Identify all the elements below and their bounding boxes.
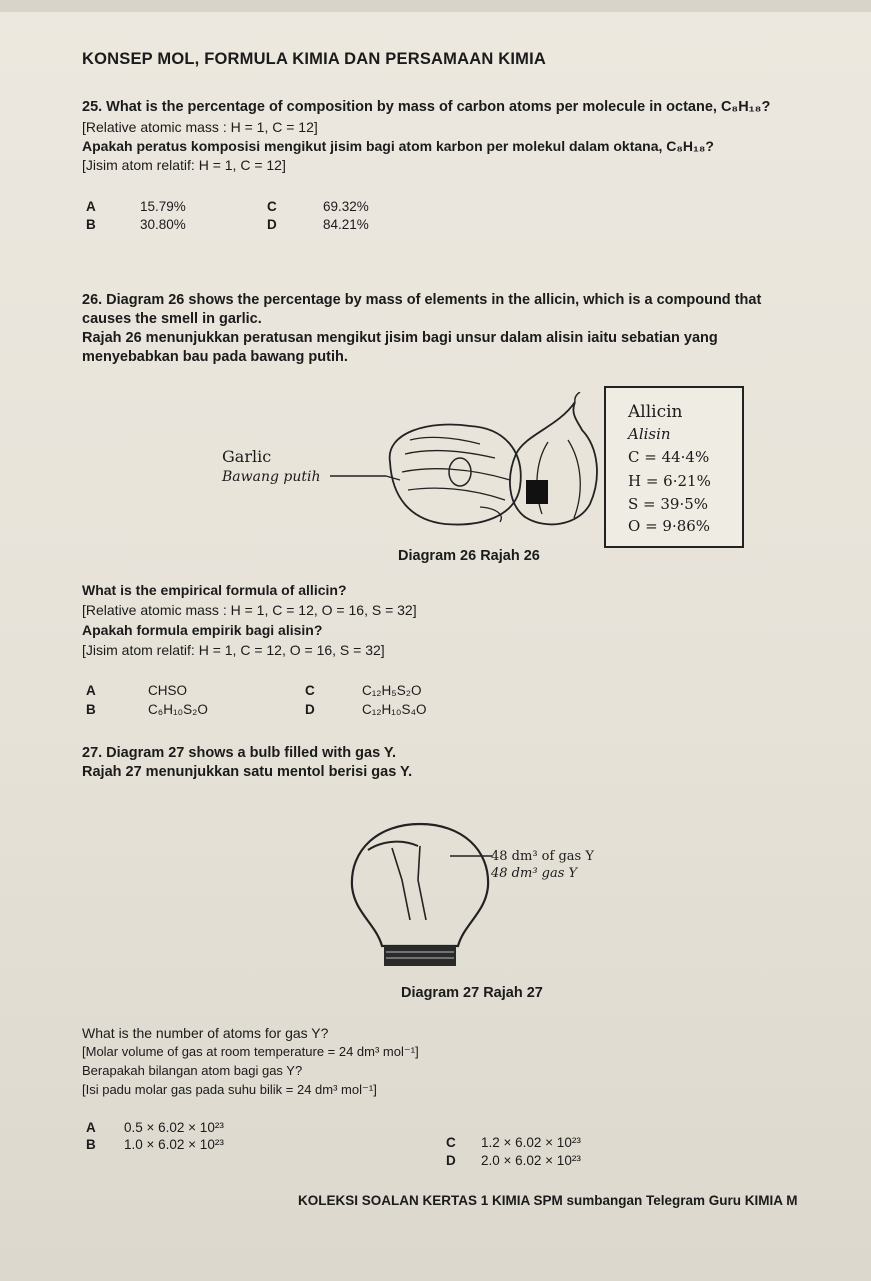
q27-question-ms: Berapakah bilangan atom bagi gas Y? <box>82 1063 303 1078</box>
q25-option-b-text: 30.80% <box>140 217 186 232</box>
garlic-cut-section <box>526 480 548 504</box>
q25-question-en: 25. What is the percentage of composition by mass of carbon atoms per molecule in octane, C₈H₁₈? <box>82 99 771 115</box>
diagram-27-caption: Diagram 27 Rajah 27 <box>401 985 543 1001</box>
garlic-illustration <box>330 392 600 542</box>
gas-volume-label: 48 dm³ of gas Y <box>491 849 594 864</box>
garlic-bulb-cut <box>510 402 597 524</box>
q25-option-c-label: C <box>267 199 277 214</box>
q26-question-ms: Apakah formula empirik bagi alisin? <box>82 622 323 638</box>
garlic-label-ms: Bawang putih <box>222 469 321 485</box>
q27-molar-volume-en: [Molar volume of gas at room temperature = 24 dm³ mol⁻¹] <box>82 1044 419 1059</box>
q25-option-c-text: 69.32% <box>323 199 369 214</box>
q26-intro-ms-line2: menyebabkan bau pada bawang putih. <box>82 349 348 365</box>
q26-question-en: What is the empirical formula of allicin? <box>82 582 347 598</box>
q26-option-c-label: C <box>305 683 315 698</box>
q27-option-a-label: A <box>86 1120 96 1135</box>
q26-intro-en-line1: 26. Diagram 26 shows the percentage by mass of elements in the allicin, which is a compound that <box>82 292 762 308</box>
q25-relative-mass-en: [Relative atomic mass : H = 1, C = 12] <box>82 119 318 135</box>
bulb-cap <box>384 946 456 966</box>
allicin-oxygen-percent: O = 9·86% <box>628 517 711 535</box>
q25-question-ms: Apakah peratus komposisi mengikut jisim bagi atom karbon per molekul dalam oktana, C₈H₁₈? <box>82 138 714 154</box>
q27-option-b-label: B <box>86 1137 96 1152</box>
page-top-edge <box>0 0 871 12</box>
q27-option-d-text: 2.0 × 6.02 × 10²³ <box>481 1153 581 1168</box>
q27-molar-volume-ms: [Isi padu molar gas pada suhu bilik = 24 dm³ mol⁻¹] <box>82 1082 377 1097</box>
q25-option-b-label: B <box>86 217 96 232</box>
q27-intro-en: 27. Diagram 27 shows a bulb filled with gas Y. <box>82 745 396 761</box>
allicin-hydrogen-percent: H = 6·21% <box>628 472 711 490</box>
allicin-composition-box <box>604 386 744 548</box>
q26-option-b-label: B <box>86 702 96 717</box>
section-header: KONSEP MOL, FORMULA KIMIA DAN PERSAMAAN KIMIA <box>82 50 546 68</box>
q27-option-d-label: D <box>446 1153 456 1168</box>
q25-option-d-text: 84.21% <box>323 217 369 232</box>
allicin-carbon-percent: C = 44·4% <box>628 448 710 466</box>
q27-option-a-text: 0.5 × 6.02 × 10²³ <box>124 1120 224 1135</box>
q25-relative-mass-ms: [Jisim atom relatif: H = 1, C = 12] <box>82 157 286 173</box>
q27-intro-ms: Rajah 27 menunjukkan satu mentol berisi gas Y. <box>82 764 413 780</box>
q27-option-b-text: 1.0 × 6.02 × 10²³ <box>124 1137 224 1152</box>
q26-intro-ms-line1: Rajah 26 menunjukkan peratusan mengikut jisim bagi unsur dalam alisin iaitu sebatian yang <box>82 330 718 346</box>
bulb-illustration <box>340 820 500 970</box>
bulb-glass <box>352 824 488 946</box>
q26-option-d-label: D <box>305 702 315 717</box>
gas-volume-label-ms: 48 dm³ gas Y <box>491 866 578 881</box>
q26-relative-mass-ms: [Jisim atom relatif: H = 1, C = 12, O = 16, S = 32] <box>82 642 385 658</box>
garlic-label: Garlic <box>222 447 272 466</box>
q27-option-c-text: 1.2 × 6.02 × 10²³ <box>481 1135 581 1150</box>
q25-option-a-label: A <box>86 199 96 214</box>
allicin-box-title: Allicin <box>628 402 683 422</box>
q27-option-c-label: C <box>446 1135 456 1150</box>
q26-option-c-text: C₁₂H₅S₂O <box>362 683 422 698</box>
q26-option-a-text: CHSO <box>148 683 188 698</box>
q26-relative-mass-en: [Relative atomic mass : H = 1, C = 12, O = 16, S = 32] <box>82 602 417 618</box>
q25-option-d-label: D <box>267 217 277 232</box>
allicin-sulfur-percent: S = 39·5% <box>628 495 709 513</box>
q26-intro-en-line2: causes the smell in garlic. <box>82 311 262 327</box>
allicin-box-title-ms: Alisin <box>628 425 671 443</box>
q26-option-a-label: A <box>86 683 96 698</box>
q25-option-a-text: 15.79% <box>140 199 186 214</box>
q27-question-en: What is the number of atoms for gas Y? <box>82 1025 329 1041</box>
bulb-filament <box>392 848 410 920</box>
q26-option-d-text: C₁₂H₁₀S₄O <box>362 702 427 717</box>
q26-option-b-text: C₆H₁₀S₂O <box>148 702 208 717</box>
diagram-26-caption: Diagram 26 Rajah 26 <box>398 548 540 564</box>
page-footer: KOLEKSI SOALAN KERTAS 1 KIMIA SPM sumbangan Telegram Guru KIMIA M <box>298 1193 798 1208</box>
